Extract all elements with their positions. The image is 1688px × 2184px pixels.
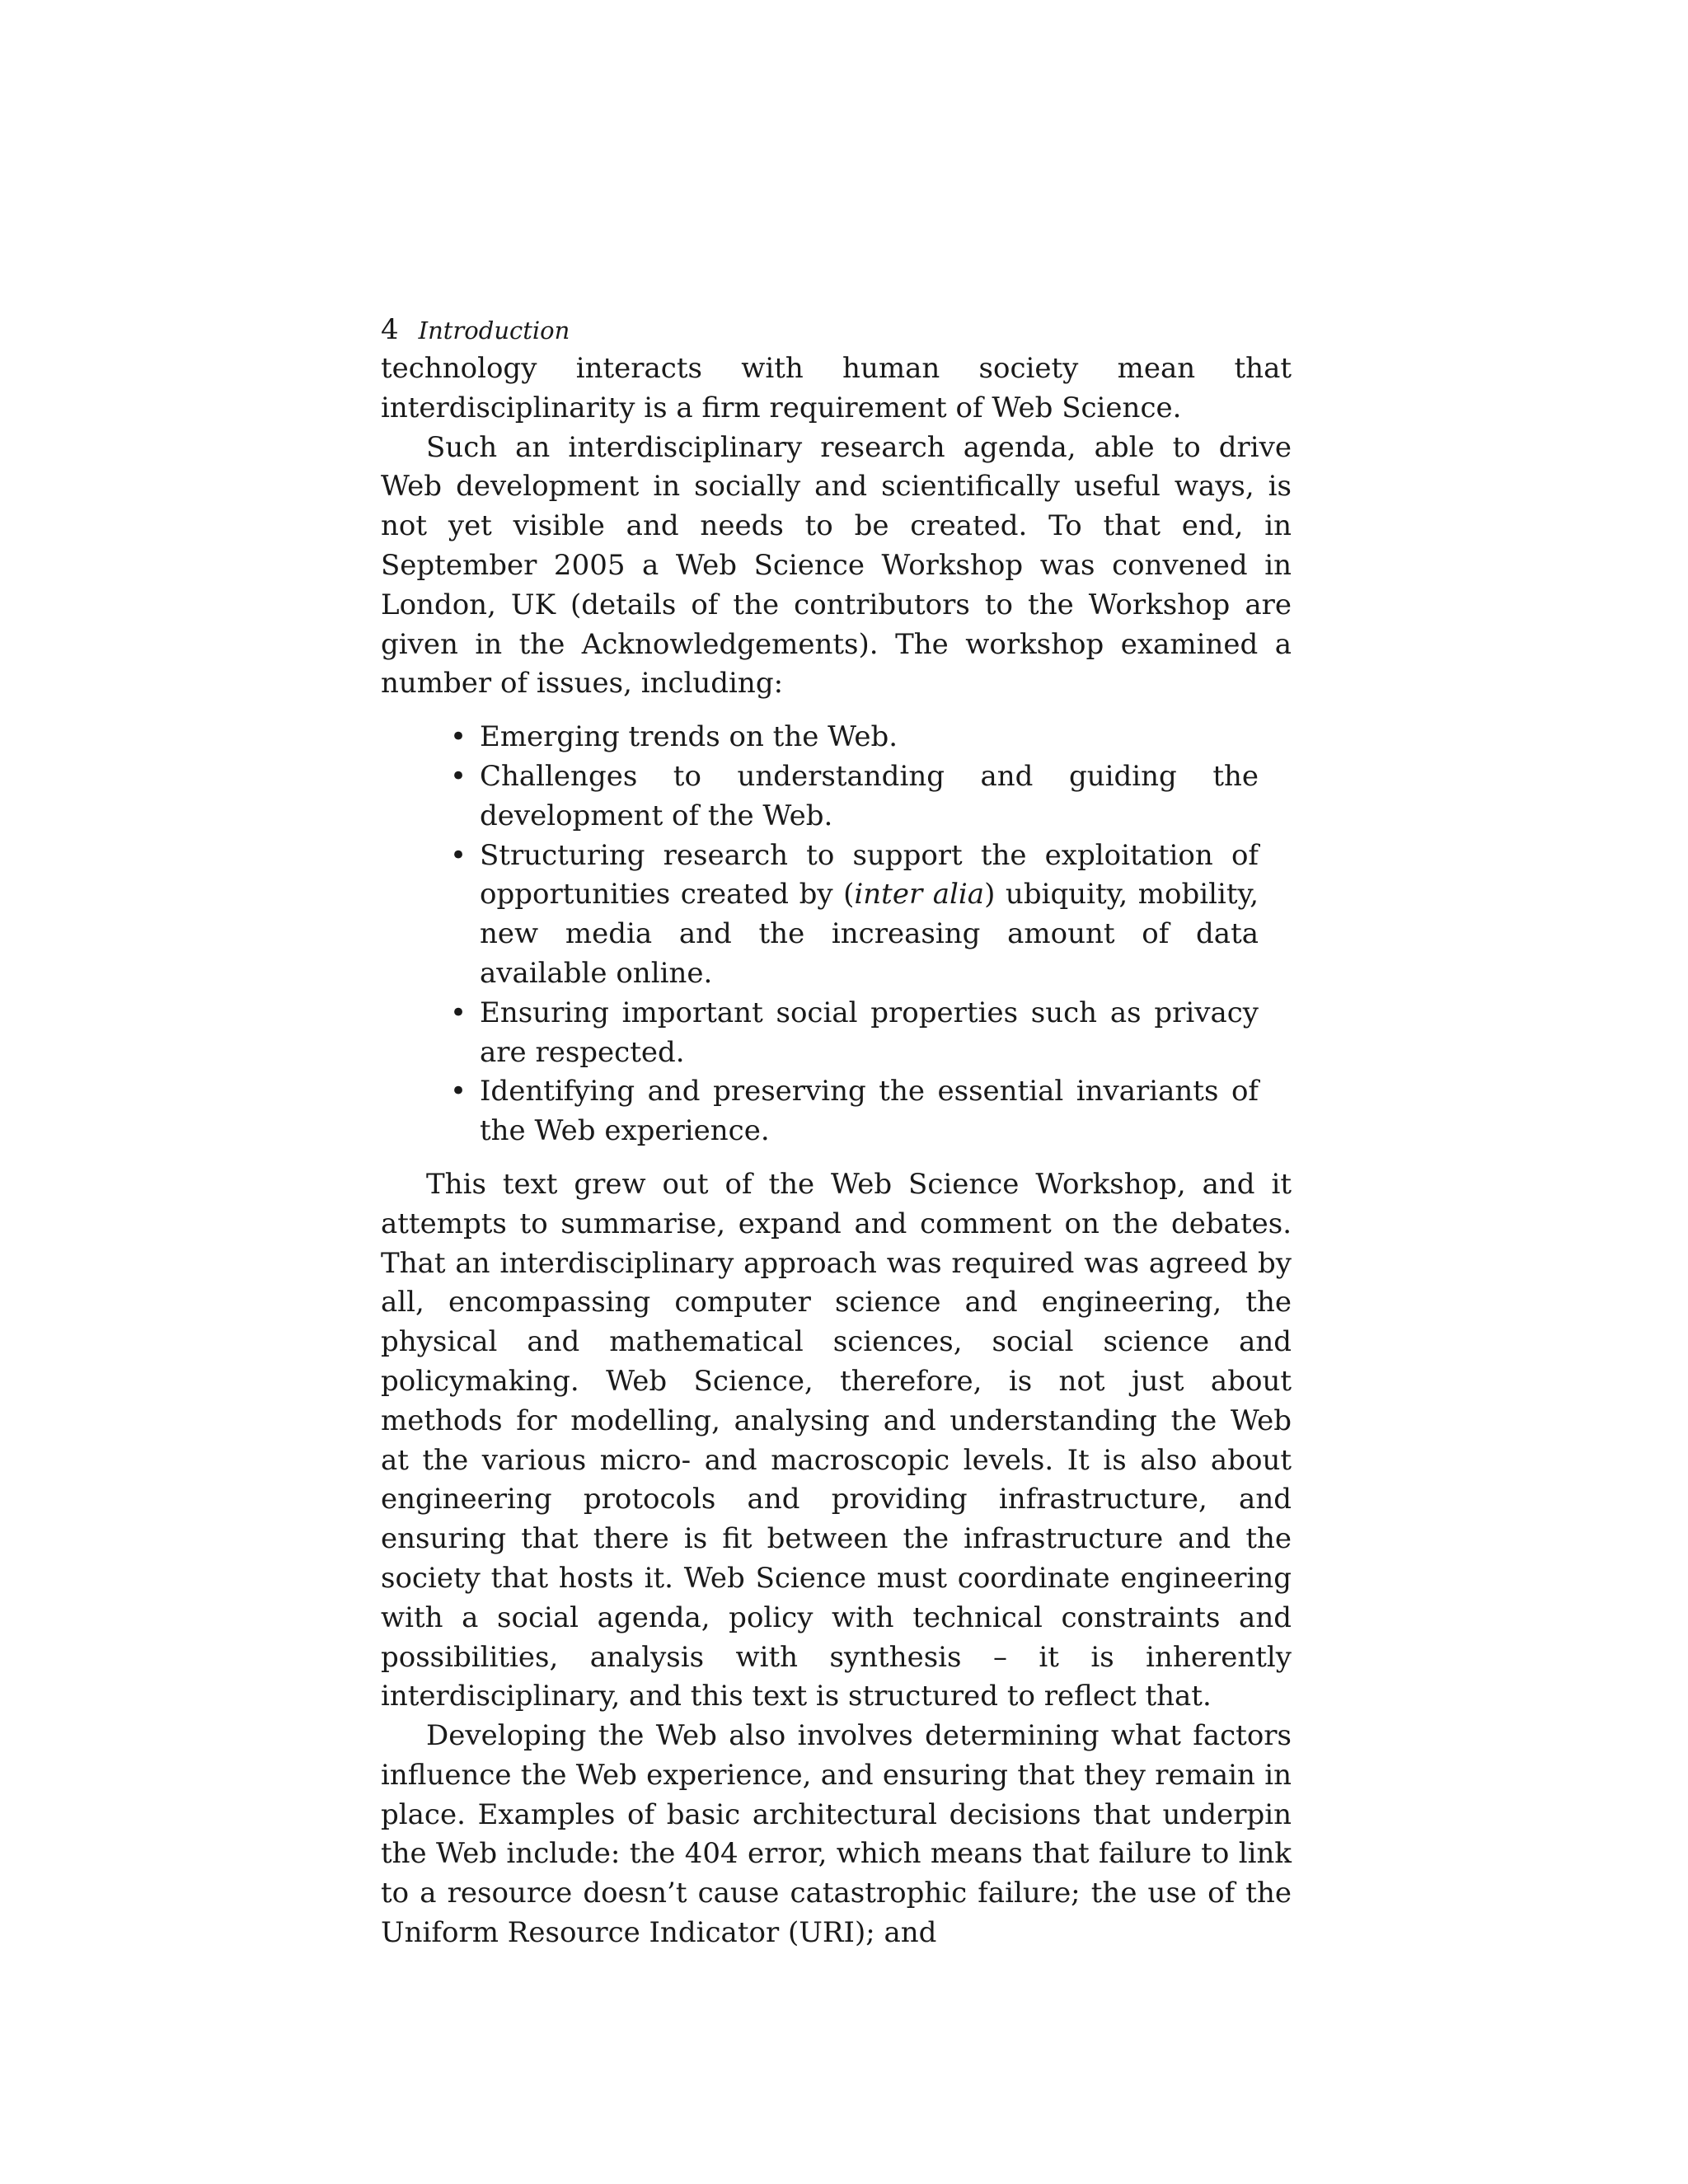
book-page xyxy=(381,310,1292,1953)
page-number: 4 xyxy=(381,313,399,346)
list-item-text: Emerging trends on the Web. xyxy=(480,720,898,754)
bullet-dot-icon: • xyxy=(450,996,467,1029)
list-item-text: Identifying and preserving the essential invariants of the Web experience. xyxy=(480,1075,1259,1148)
running-head-title: Introduction xyxy=(418,316,570,344)
running-head xyxy=(381,310,1292,349)
paragraph-2: Such an interdisciplinary research agenda, able to drive Web development in socially and scientifically useful ways, is not yet visible and needs to be created. To that end, in September 2005 a Web Science Workshop was convened in London, UK (details of the contributors to the Workshop are given in the Acknowledgements). The workshop examined a number of issues, including: xyxy=(381,430,1292,701)
bullet-dot-icon: • xyxy=(450,1075,467,1108)
list-item-text-end: ) ubiquity, mobility, new media and the increasing amount of data available online. xyxy=(480,878,1259,990)
list-item xyxy=(450,837,1259,994)
list-item-text-start: Structuring research to support the exploitation of opportunities created by ( xyxy=(480,838,1259,912)
bullet-dot-icon: • xyxy=(450,838,467,872)
bullet-dot-icon: • xyxy=(450,759,467,793)
list-item xyxy=(450,757,1259,837)
paragraph-4: Developing the Web also involves determining what factors influence the Web experience, and ensuring that they remain in place. Examples of basic architectural decisions that underpin the Web include: the 404 error, which means that failure to link to a resource doesn’t cause catastrophic failure; the use of the Uniform Resource Indicator (URI); and xyxy=(381,1719,1292,1950)
paragraph-3: This text grew out of the Web Science Workshop, and it attempts to summarise, expand and comment on the debates. That an interdisciplinary approach was required was agreed by all, encompassing computer science and engineering, the physical and mathematical sciences, social science and policymaking. Web Science, therefore, is not just about methods for modelling, analysing and understanding the Web at the various micro- and macroscopic levels. It is also about engineering protocols and providing infrastructure, and ensuring that there is fit between the infrastructure and the society that hosts it. Web Science must coordinate engineering with a social agenda, policy with technical constraints and possibilities, analysis with synthesis – it is inherently interdisciplinary, and this text is structured to reflect that. xyxy=(381,1167,1292,1713)
list-item-text: Ensuring important social properties such as privacy are respected. xyxy=(480,996,1259,1069)
list-item xyxy=(450,718,1259,757)
paragraph-1: technology interacts with human society mean that interdisciplinarity is a firm requirement of Web Science. xyxy=(381,352,1292,424)
list-item xyxy=(450,994,1259,1073)
body-text xyxy=(381,349,1292,1953)
list-item-text: Challenges to understanding and guiding the development of the Web. xyxy=(480,759,1259,832)
issues-list xyxy=(381,718,1292,1151)
bullet-dot-icon: • xyxy=(450,720,467,754)
list-item xyxy=(450,1072,1259,1151)
list-item-italic-text: inter alia xyxy=(854,878,985,912)
